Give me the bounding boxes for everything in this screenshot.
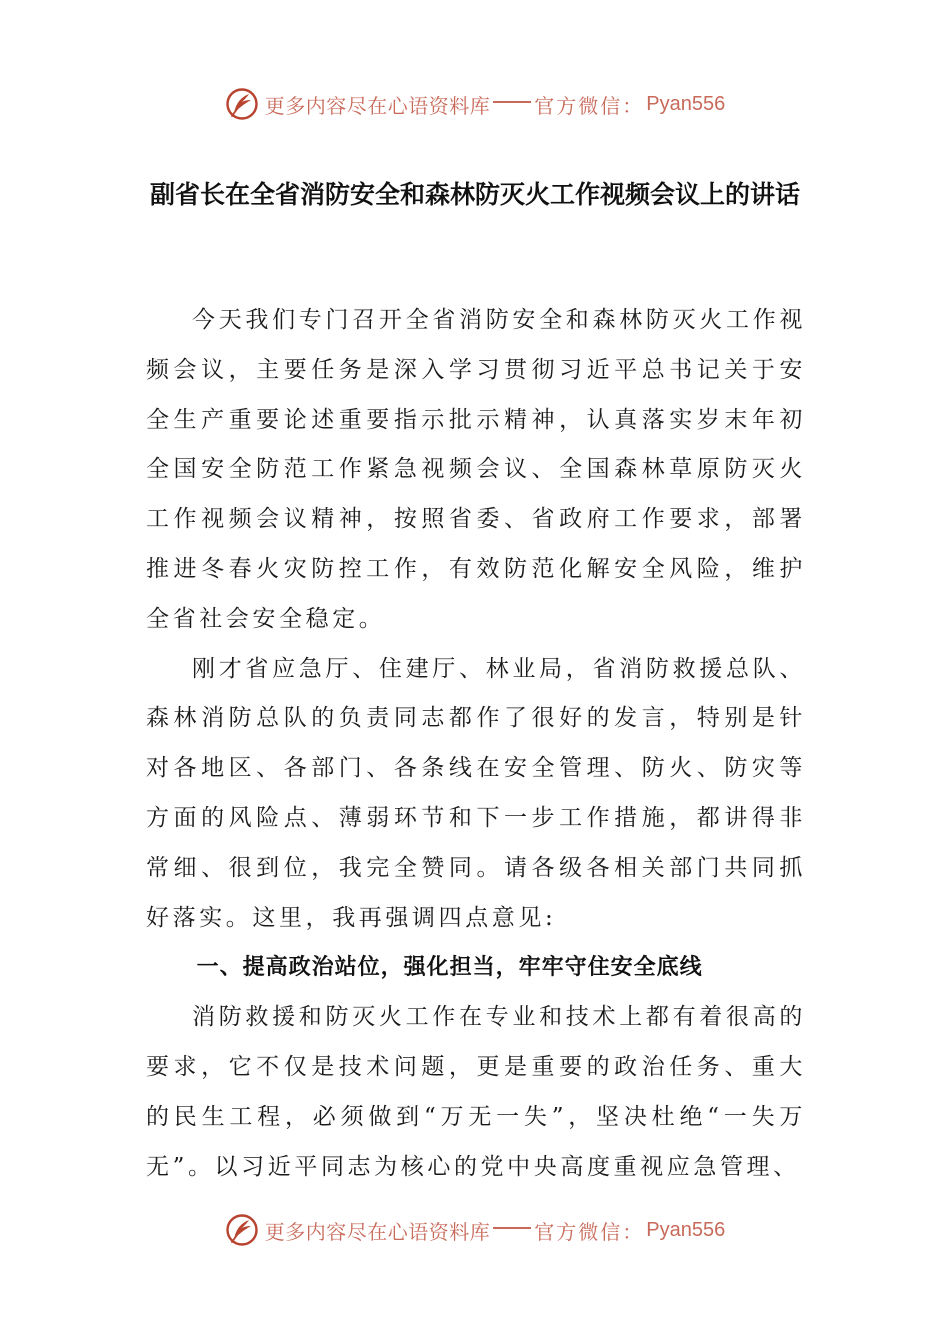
watermark-dash <box>493 1227 531 1229</box>
document-body <box>146 296 806 1192</box>
watermark-text: 更多内容尽在心语资料库 <box>264 93 491 118</box>
paragraph-section-1: 消防救援和防灭火工作在专业和技术上都有着很高的要求，它不仅是技术问题，更是重要的政治任务、重大的民生工程，必须做到“万无一失”，坚决杜绝“一失万无”。以习近平同志为核心的党中央高度重视应急管理、 <box>146 1004 806 1180</box>
feather-logo-icon <box>225 1213 259 1247</box>
feather-logo-icon <box>225 87 259 121</box>
watermark-banner-top <box>0 84 950 124</box>
watermark-wechat-id: Pyan556 <box>646 92 726 115</box>
watermark-dash <box>493 101 531 103</box>
watermark-text: 更多内容尽在心语资料库 <box>264 1219 491 1244</box>
paragraph-opening: 今天我们专门召开全省消防安全和森林防灭火工作视频会议，主要任务是深入学习贯彻习近平总书记关于安全生产重要论述重要指示批示精神，认真落实岁末年初全国安全防范工作紧急视频会议、全国森林草原防灭火工作视频会议精神，按照省委、省政府工作要求，部署推进冬春火灾防控工作，有效防范化解安全风险，维护全省社会安全稳定。 <box>146 307 806 632</box>
watermark-label: 官方微信： <box>534 1219 645 1244</box>
section-heading-1: 一、提高政治站位，强化担当，牢牢守住安全底线 <box>196 955 703 981</box>
document-title: 副省长在全省消防安全和森林防灭火工作视频会议上的讲话 <box>149 180 800 209</box>
watermark-label: 官方微信： <box>534 93 645 118</box>
paragraph-remarks: 刚才省应急厅、住建厅、林业局，省消防救援总队、森林消防总队的负责同志都作了很好的发言，特别是针对各地区、各部门、各条线在安全管理、防火、防灾等方面的风险点、薄弱环节和下一步工作措施，都讲得非常细、很到位，我完全赞同。请各级各相关部门共同抓好落实。这里，我再强调四点意见: <box>146 655 806 931</box>
watermark-wechat-id: Pyan556 <box>646 1218 726 1241</box>
watermark-banner-bottom <box>0 1210 950 1250</box>
